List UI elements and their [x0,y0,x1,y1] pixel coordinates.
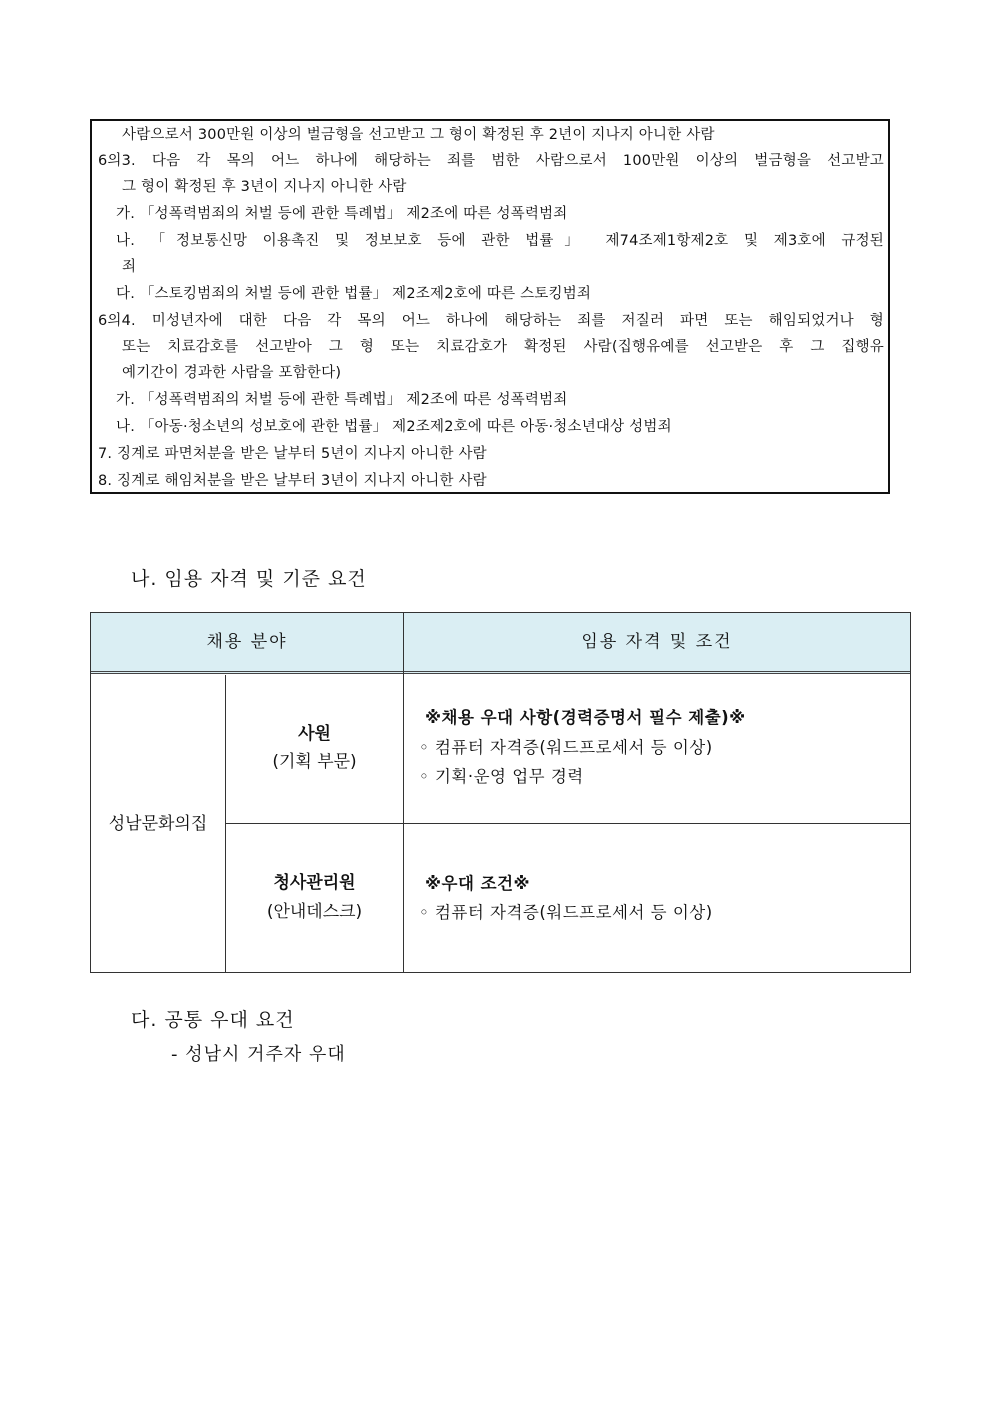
disq-line-2: 6의3. 다음 각 목의 어느 하나에 해당하는 죄를 범한 사람으로서 100만원 이상의 벌금형을 선고받고 [98,153,884,169]
disq-line-4: 가. 「성폭력범죄의 처벌 등에 관한 특례법」 제2조에 따른 성폭력범죄 [116,206,568,222]
qualification-table [90,612,911,973]
condition-item: ◦ 컴퓨터 자격증(워드프로세서 등 이상) [419,903,713,922]
section-da-heading: 다. 공통 우대 요건 [131,1009,295,1031]
disq-line-10: 예기간이 경과한 사람을 포함한다) [122,365,342,381]
disq-line-13: 7. 징계로 파면처분을 받은 날부터 5년이 지나지 아니한 사람 [98,446,487,462]
header-qualification: 임용 자격 및 조건 [581,632,733,652]
disq-line-12: 나. 「아동·청소년의 성보호에 관한 법률」 제2조제2호에 따른 아동·청소년대상 성범죄 [116,419,672,435]
position-name: 사원 [298,724,331,744]
disq-line-1: 사람으로서 300만원 이상의 벌금형을 선고받고 그 형이 확정된 후 2년이 지나지 아니한 사람 [122,127,715,143]
header-field: 채용 분야 [206,632,288,652]
column-divider [403,613,404,972]
position-name: 청사관리원 [273,873,356,893]
disq-line-8: 6의4. 미성년자에 대한 다음 각 목의 어느 하나에 해당하는 죄를 저질러 파면 또는 해임되었거나 형 [98,313,884,329]
disq-line-3: 그 형이 확정된 후 3년이 지나지 아니한 사람 [122,179,407,195]
section-na-heading: 나. 임용 자격 및 기준 요건 [131,568,367,590]
disq-line-11: 가. 「성폭력범죄의 처벌 등에 관한 특례법」 제2조에 따른 성폭력범죄 [116,392,568,408]
condition-item: ◦ 기획·운영 업무 경력 [419,767,584,786]
condition-item: ◦ 컴퓨터 자격증(워드프로세서 등 이상) [419,738,713,757]
disq-line-9: 또는 치료감호를 선고받아 그 형 또는 치료감호가 확정된 사람(집행유예를 선고받은 후 그 집행유 [122,339,884,355]
disq-line-14: 8. 징계로 해임처분을 받은 날부터 3년이 지나지 아니한 사람 [98,473,487,489]
position-division: (기획 부문) [272,752,357,772]
row-divider [225,823,910,824]
org-name: 성남문화의집 [108,814,208,834]
section-da-item: - 성남시 거주자 우대 [171,1044,346,1065]
disq-line-5: 나. 「정보통신망 이용촉진 및 정보보호 등에 관한 법률」 제74조제1항제2호 및 제3호에 규정된 [116,233,884,249]
disq-line-6: 죄 [122,259,137,275]
preference-note: ※우대 조건※ [425,874,531,893]
position-division: (안내데스크) [266,902,363,922]
disqualification-box [90,119,890,494]
preference-note: ※채용 우대 사항(경력증명서 필수 제출)※ [425,708,746,727]
disq-line-7: 다. 「스토킹범죄의 처벌 등에 관한 법률」 제2조제2호에 따른 스토킹범죄 [116,286,592,302]
